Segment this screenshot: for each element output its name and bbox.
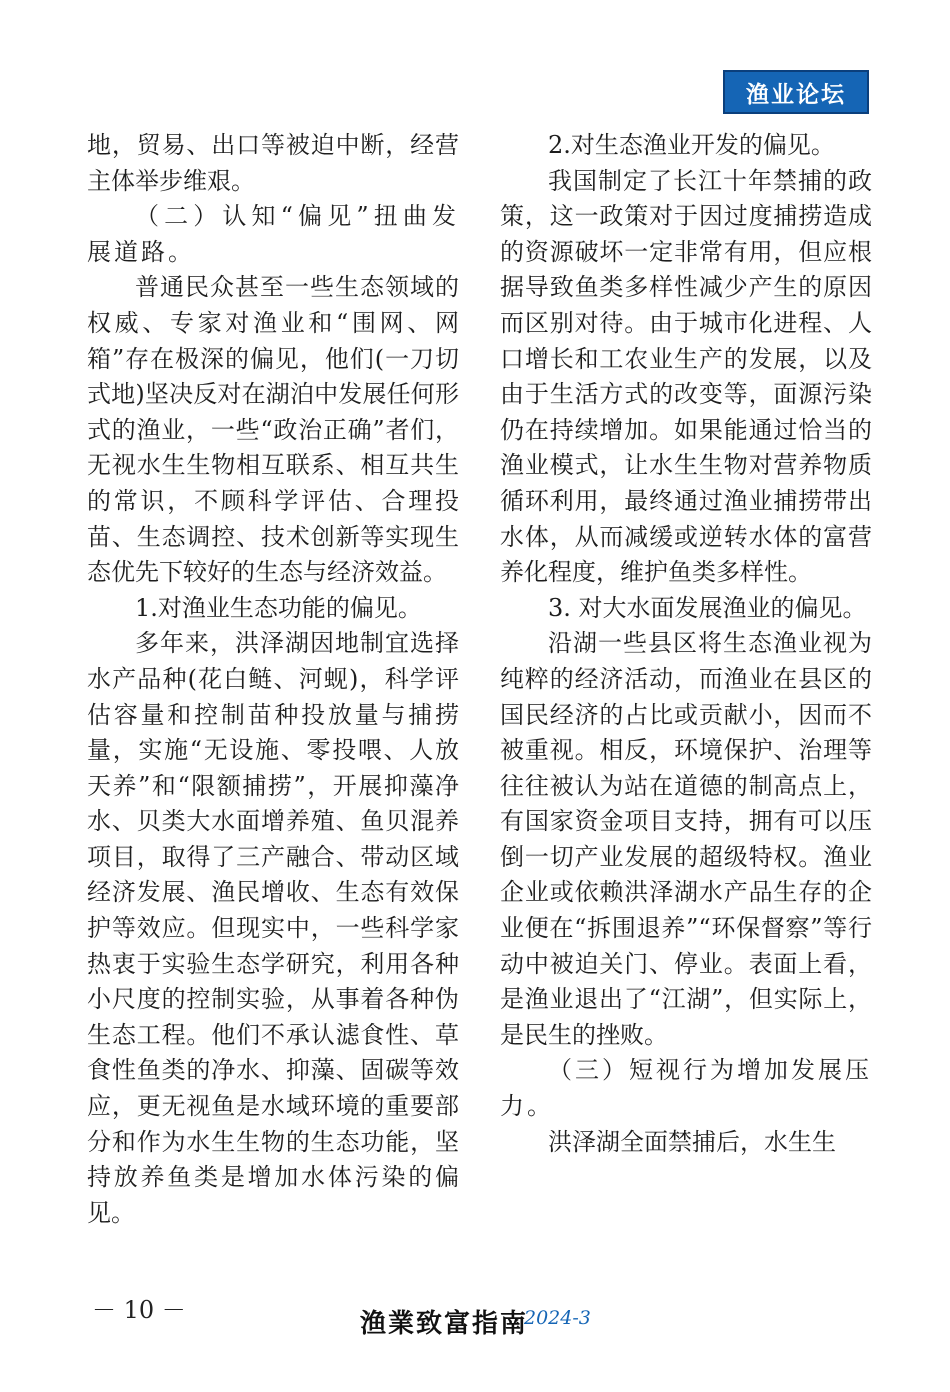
issue-number: 2024-3 [524,1307,591,1329]
left-subheading: （二）认知“偏见”扭曲发展道路。 [87,202,459,266]
journal-title: 渔業致富指南 [360,1309,529,1339]
left-para-2: 普通民众甚至一些生态领域的权威、专家对渔业和“围网、网箱”存在极深的偏见，他们(一刀切式地)坚决反对在湖泊中发展任何形式的渔业，一些“政治正确”者们，无视水生生物相互联系、相互共生的常识，不顾科学评估、合理投苗、生态调控、技术创新等实现生态优先下较好的生态与经济效益。 [87,273,459,587]
right-subheading: （三）短视行为增加发展压力。 [500,1056,872,1121]
left-para-0: 地，贸易、出口等被迫中断，经营主体举步维艰。 [87,131,459,195]
right-column [500,128,872,1160]
right-para-0: 2.对生态渔业开发的偏见。 [548,131,835,159]
left-para-4: 多年来，洪泽湖因地制宜选择水产品种(花白鲢、河蚬)，科学评估容量和控制苗种投放量与捕捞量，实施“无设施、零投喂、人放天养”和“限额捕捞”，开展抑藻净水、贝类大水面增养殖、鱼贝混养项目，取得了三产融合、带动区域经济发展、渔民增收、生态有效保护等效应。但现实中，一些科学家热衷于实验生态学研究，利用各种小尺度的控制实验，从事着各种伪生态工程。他们不承认滤食性、草食性鱼类的净水、抑藻、固碳等效应，更无视鱼是水域环境的重要部分和作为水生生物的生态功能，坚持放养鱼类是增加水体污染的偏见。 [87,629,459,1227]
right-para-3: 沿湖一些县区将生态渔业视为纯粹的经济活动，而渔业在县区的国民经济的占比或贡献小，因而不被重视。相反，环境保护、治理等往往被认为站在道德的制高点上，有国家资金项目支持，拥有可以压倒一切产业发展的超级特权。渔业企业或依赖洪泽湖水产品生存的企业便在“拆围退养”“环保督察”等行动中被迫关门、停业。表面上看，是渔业退出了“江湖”，但实际上，是民生的挫败。 [500,629,872,1049]
right-para-2: 3. 对大水面发展渔业的偏见。 [548,593,867,622]
left-column [87,128,459,1231]
left-para-3: 1.对渔业生态功能的偏见。 [135,593,422,622]
page-number: － 10 － [92,1296,186,1324]
section-badge [723,70,869,114]
section-badge-label: 渔业论坛 [746,81,846,108]
right-para-5: 洪泽湖全面禁捕后，水生生 [548,1127,836,1156]
right-para-1: 我国制定了长江十年禁捕的政策，这一政策对于因过度捕捞造成的资源破坏一定非常有用，但应根据导致鱼类多样性减少产生的原因而区别对待。由于城市化进程、人口增长和工农业生产的发展，以及由于生活方式的改变等，面源污染仍在持续增加。如果能通过恰当的渔业模式，让水生生物对营养物质循环利用，最终通过渔业捕捞带出水体，从而减缓或逆转水体的富营养化程度，维护鱼类多样性。 [500,166,872,587]
